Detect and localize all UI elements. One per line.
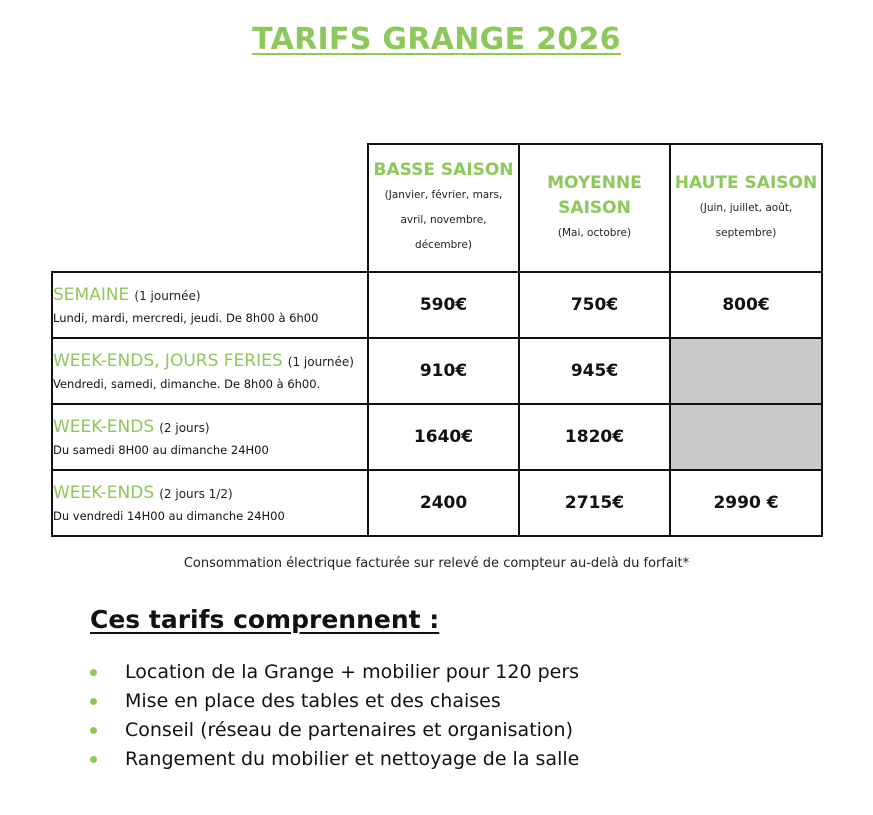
list-item-text: Conseil (réseau de partenaires et organisation) bbox=[125, 719, 574, 741]
list-item bbox=[88, 716, 579, 745]
table-header-row bbox=[52, 144, 822, 272]
row-detail: Vendredi, samedi, dimanche. De 8h00 à 6h00. bbox=[53, 377, 321, 391]
price-cell: 2400 bbox=[368, 470, 519, 536]
price-cell: 2990 € bbox=[670, 470, 822, 536]
row-name: WEEK-ENDS bbox=[53, 483, 155, 503]
table-row bbox=[52, 272, 822, 338]
table-row bbox=[52, 404, 822, 470]
unavailable-cell bbox=[670, 338, 822, 404]
bullet-icon bbox=[90, 669, 97, 676]
bullet-icon bbox=[90, 727, 97, 734]
row-label bbox=[52, 470, 368, 536]
header-basse-saison bbox=[368, 144, 519, 272]
price-cell: 590€ bbox=[368, 272, 519, 338]
table-row bbox=[52, 338, 822, 404]
price-cell: 910€ bbox=[368, 338, 519, 404]
row-name: WEEK-ENDS bbox=[53, 417, 155, 437]
electricity-note: Consommation électrique facturée sur relevé de compteur au-delà du forfait* bbox=[183, 556, 690, 571]
season-name: HAUTE SAISON bbox=[674, 172, 818, 193]
price-cell: 1820€ bbox=[519, 404, 670, 470]
season-name: MOYENNE SAISON bbox=[547, 172, 642, 218]
row-label bbox=[52, 404, 368, 470]
includes-title: Ces tarifs comprennent : bbox=[90, 605, 440, 634]
list-item-text: Location de la Grange + mobilier pour 120 pers bbox=[125, 661, 580, 683]
season-months: (Juin, juillet, août, septembre) bbox=[699, 201, 793, 239]
list-item-text: Mise en place des tables et des chaises bbox=[125, 690, 501, 712]
price-cell: 1640€ bbox=[368, 404, 519, 470]
list-item bbox=[88, 658, 579, 687]
price-cell: 750€ bbox=[519, 272, 670, 338]
row-detail: Lundi, mardi, mercredi, jeudi. De 8h00 à 6h00 bbox=[53, 311, 319, 325]
row-note: (2 jours 1/2) bbox=[159, 487, 233, 501]
row-label bbox=[52, 338, 368, 404]
season-months: (Mai, octobre) bbox=[557, 226, 632, 239]
row-note: (1 journée) bbox=[134, 289, 201, 303]
price-table bbox=[51, 143, 823, 537]
row-name: WEEK-ENDS, JOURS FERIES bbox=[53, 351, 283, 371]
price-cell: 945€ bbox=[519, 338, 670, 404]
table-row bbox=[52, 470, 822, 536]
row-detail: Du vendredi 14H00 au dimanche 24H00 bbox=[53, 509, 285, 523]
row-name: SEMAINE bbox=[53, 285, 130, 305]
includes-list bbox=[88, 658, 579, 774]
bullet-icon bbox=[90, 756, 97, 763]
header-empty-cell bbox=[52, 144, 368, 272]
price-cell: 2715€ bbox=[519, 470, 670, 536]
row-label bbox=[52, 272, 368, 338]
season-name: BASSE SAISON bbox=[373, 160, 514, 180]
header-haute-saison bbox=[670, 144, 822, 272]
row-note: (1 journée) bbox=[287, 355, 354, 369]
price-cell: 800€ bbox=[670, 272, 822, 338]
season-months: (Janvier, février, mars, avril, novembre, décembre) bbox=[384, 189, 503, 251]
header-moyenne-saison bbox=[519, 144, 670, 272]
bullet-icon bbox=[90, 698, 97, 705]
unavailable-cell bbox=[670, 404, 822, 470]
list-item bbox=[88, 687, 579, 716]
list-item-text: Rangement du mobilier et nettoyage de la salle bbox=[125, 748, 580, 770]
row-detail: Du samedi 8H00 au dimanche 24H00 bbox=[53, 443, 269, 457]
list-item bbox=[88, 745, 579, 774]
page-title: TARIFS GRANGE 2026 bbox=[252, 22, 621, 57]
row-note: (2 jours) bbox=[159, 421, 210, 435]
